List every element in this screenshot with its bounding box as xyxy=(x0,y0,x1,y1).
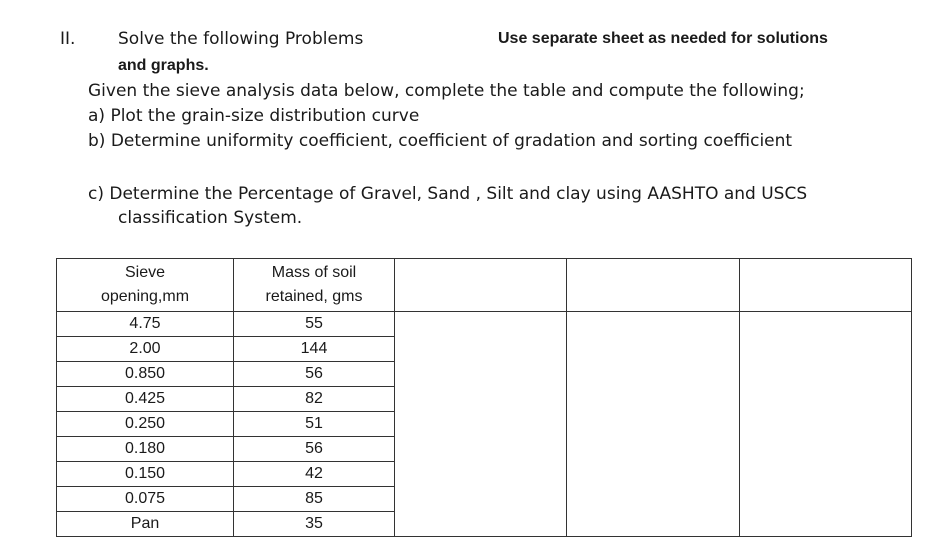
table-row xyxy=(57,312,912,337)
mass-retained-cell: 55 xyxy=(234,312,395,337)
mass-retained-cell: 85 xyxy=(234,487,395,512)
instruction-item-a: a) Plot the grain-size distribution curve xyxy=(88,106,420,126)
blank-header-cell xyxy=(395,259,567,312)
instruction-item-c-cont: classification System. xyxy=(118,208,303,228)
sieve-analysis-table xyxy=(56,258,912,537)
sieve-opening-cell: 0.850 xyxy=(57,362,234,387)
mass-retained-cell: 35 xyxy=(234,512,395,537)
sieve-opening-cell: 0.075 xyxy=(57,487,234,512)
problem-title-cont: and graphs. xyxy=(118,57,209,74)
instruction-item-b: b) Determine uniformity coefficient, coefficient of gradation and sorting coefficient xyxy=(88,131,793,151)
header-mass-line1: Mass of soil xyxy=(271,264,357,281)
header-mass-retained xyxy=(234,259,395,312)
problem-title: Solve the following Problems xyxy=(118,29,364,49)
mass-retained-cell: 42 xyxy=(234,462,395,487)
mass-retained-cell: 82 xyxy=(234,387,395,412)
sieve-opening-cell: 0.425 xyxy=(57,387,234,412)
mass-retained-cell: 51 xyxy=(234,412,395,437)
header-sieve-line2: opening,mm xyxy=(100,288,190,305)
blank-cell xyxy=(567,312,739,537)
table-header-row xyxy=(57,259,912,312)
mass-retained-cell: 144 xyxy=(234,337,395,362)
blank-header-cell xyxy=(567,259,739,312)
sieve-opening-cell: 2.00 xyxy=(57,337,234,362)
sieve-opening-cell: Pan xyxy=(57,512,234,537)
header-sieve-line1: Sieve xyxy=(124,264,166,281)
blank-cell xyxy=(395,312,567,537)
problem-number: II. xyxy=(60,29,76,49)
mass-retained-cell: 56 xyxy=(234,437,395,462)
instruction-item-c: c) Determine the Percentage of Gravel, Sand , Silt and clay using AASHTO and USCS xyxy=(88,184,808,204)
sieve-opening-cell: 4.75 xyxy=(57,312,234,337)
blank-header-cell xyxy=(739,259,911,312)
sieve-opening-cell: 0.150 xyxy=(57,462,234,487)
blank-cell xyxy=(739,312,911,537)
header-mass-line2: retained, gms xyxy=(265,288,363,305)
mass-retained-cell: 56 xyxy=(234,362,395,387)
header-sieve-opening xyxy=(57,259,234,312)
sieve-opening-cell: 0.180 xyxy=(57,437,234,462)
solutions-note: Use separate sheet as needed for solutions xyxy=(498,30,828,47)
instructions-intro: Given the sieve analysis data below, complete the table and compute the following; xyxy=(88,81,805,101)
sieve-opening-cell: 0.250 xyxy=(57,412,234,437)
